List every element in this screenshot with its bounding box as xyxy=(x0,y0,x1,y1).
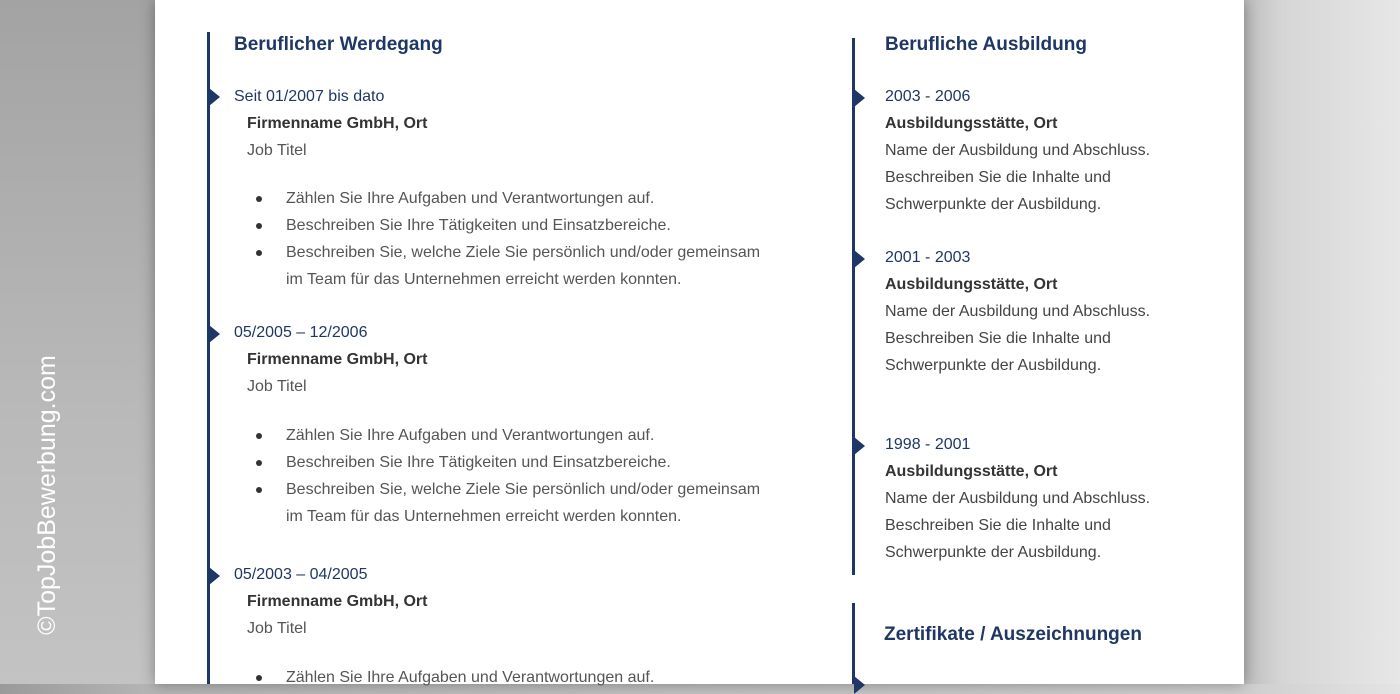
education-description: Schwerpunkte der Ausbildung. xyxy=(885,357,1102,374)
job-bullet-continuation: im Team für das Unternehmen erreicht werden konnten. xyxy=(286,271,682,288)
education-description: Name der Ausbildung und Abschluss. xyxy=(885,142,1151,159)
job-date: Seit 01/2007 bis dato xyxy=(234,88,385,105)
education-date: 1998 - 2001 xyxy=(885,436,971,453)
job-title: Job Titel xyxy=(247,142,307,159)
job-bullet-continuation: im Team für das Unternehmen erreicht werden konnten. xyxy=(286,508,682,525)
job-bullet: Zählen Sie Ihre Aufgaben und Verantwortungen auf. xyxy=(286,669,655,686)
job-company: Firmenname GmbH, Ort xyxy=(247,115,428,132)
zertifikate-heading: Zertifikate / Auszeichnungen xyxy=(884,624,1142,645)
education-date: 2003 - 2006 xyxy=(885,88,971,105)
werdegang-timeline-line xyxy=(207,32,210,684)
werdegang-heading: Beruflicher Werdegang xyxy=(234,34,443,55)
timeline-marker-icon xyxy=(209,325,220,343)
watermark-text: ©TopJobBewerbung.com xyxy=(33,355,61,635)
bullet-icon xyxy=(256,460,262,466)
timeline-marker-icon xyxy=(854,89,865,107)
education-description: Schwerpunkte der Ausbildung. xyxy=(885,196,1102,213)
job-bullet: Beschreiben Sie Ihre Tätigkeiten und Einsatzbereiche. xyxy=(286,217,671,234)
education-description: Schwerpunkte der Ausbildung. xyxy=(885,544,1102,561)
bullet-icon xyxy=(256,487,262,493)
education-description: Name der Ausbildung und Abschluss. xyxy=(885,303,1151,320)
education-place: Ausbildungsstätte, Ort xyxy=(885,463,1058,480)
bullet-icon xyxy=(256,196,262,202)
job-title: Job Titel xyxy=(247,378,307,395)
job-bullet: Beschreiben Sie Ihre Tätigkeiten und Einsatzbereiche. xyxy=(286,454,671,471)
zertifikate-timeline-line xyxy=(852,603,855,684)
ausbildung-heading: Berufliche Ausbildung xyxy=(885,34,1087,55)
job-date: 05/2005 – 12/2006 xyxy=(234,324,368,341)
timeline-marker-icon xyxy=(854,437,865,455)
cv-page xyxy=(155,0,1244,684)
job-company: Firmenname GmbH, Ort xyxy=(247,351,428,368)
job-bullet: Beschreiben Sie, welche Ziele Sie persönlich und/oder gemeinsam xyxy=(286,244,761,261)
ausbildung-timeline-line xyxy=(852,38,855,575)
education-place: Ausbildungsstätte, Ort xyxy=(885,115,1058,132)
timeline-marker-icon xyxy=(854,250,865,268)
job-bullet: Beschreiben Sie, welche Ziele Sie persönlich und/oder gemeinsam xyxy=(286,481,761,498)
bullet-icon xyxy=(256,675,262,681)
job-bullet: Zählen Sie Ihre Aufgaben und Verantwortungen auf. xyxy=(286,190,655,207)
bullet-icon xyxy=(256,223,262,229)
job-title: Job Titel xyxy=(247,620,307,637)
education-description: Beschreiben Sie die Inhalte und xyxy=(885,169,1111,186)
timeline-marker-icon xyxy=(209,567,220,585)
education-date: 2001 - 2003 xyxy=(885,249,971,266)
bullet-icon xyxy=(256,433,262,439)
education-place: Ausbildungsstätte, Ort xyxy=(885,276,1058,293)
education-description: Beschreiben Sie die Inhalte und xyxy=(885,330,1111,347)
timeline-marker-icon xyxy=(209,88,220,106)
right-background-band xyxy=(1244,0,1400,684)
job-date: 05/2003 – 04/2005 xyxy=(234,566,368,583)
education-description: Beschreiben Sie die Inhalte und xyxy=(885,517,1111,534)
timeline-marker-icon xyxy=(854,676,865,694)
education-description: Name der Ausbildung und Abschluss. xyxy=(885,490,1151,507)
bullet-icon xyxy=(256,250,262,256)
left-background-band xyxy=(0,0,155,684)
job-company: Firmenname GmbH, Ort xyxy=(247,593,428,610)
job-bullet: Zählen Sie Ihre Aufgaben und Verantwortungen auf. xyxy=(286,427,655,444)
